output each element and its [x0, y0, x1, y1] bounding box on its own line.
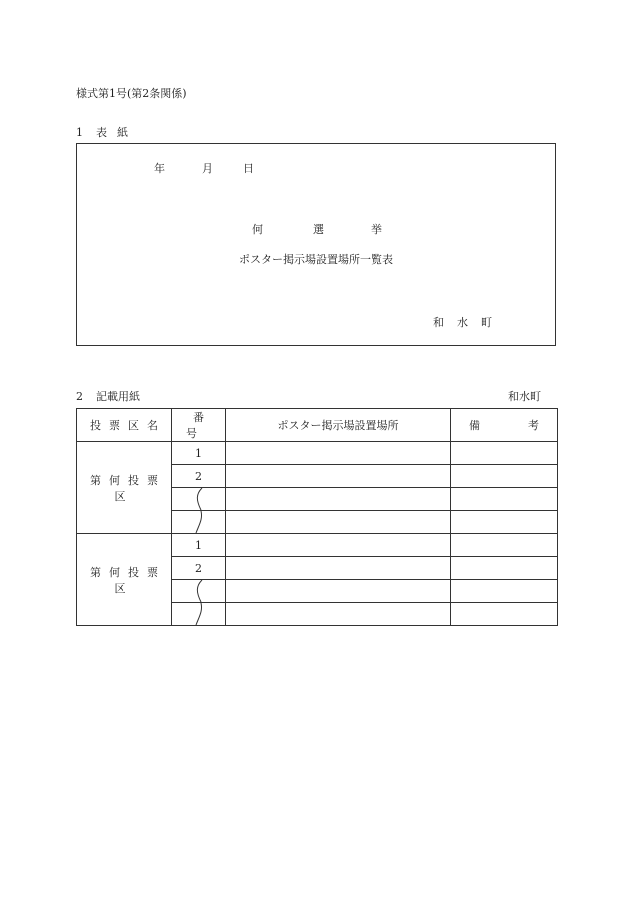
cover-election: [252, 221, 382, 237]
cover-date: [154, 160, 254, 176]
election-char-3: 挙: [371, 223, 382, 236]
header-location: ポスター掲示場設置場所: [226, 409, 451, 442]
remarks-cell[interactable]: [451, 534, 558, 557]
number-cell: 1: [172, 442, 226, 465]
date-day: 日: [243, 162, 254, 175]
continuation-mark-icon: [191, 488, 207, 510]
section-2-title: 記載用紙: [96, 390, 140, 403]
cover-subtitle: ポスター掲示場設置場所一覧表: [239, 253, 393, 266]
location-table: [76, 408, 558, 626]
remarks-cell[interactable]: [451, 511, 558, 534]
location-cell[interactable]: [226, 465, 451, 488]
form-label: 様式第1号(第2条関係): [76, 87, 187, 100]
section-1-heading: [76, 124, 138, 140]
section-2-heading: [76, 388, 140, 404]
table-row: [77, 442, 558, 465]
remarks-cell[interactable]: [451, 557, 558, 580]
header-remarks: 備 考: [451, 409, 558, 442]
cover-box: [76, 143, 556, 346]
remarks-cell[interactable]: [451, 580, 558, 603]
location-cell[interactable]: [226, 534, 451, 557]
cover-town: 和水町: [433, 316, 505, 329]
election-char-1: 何: [252, 223, 263, 236]
header-district: 投票区名: [77, 409, 172, 442]
location-cell[interactable]: [226, 488, 451, 511]
section-2-number: 2: [76, 390, 83, 403]
location-cell[interactable]: [226, 557, 451, 580]
header-number: 番号: [172, 409, 226, 442]
section-1-title: 表紙: [96, 126, 138, 139]
number-cell: 2: [172, 557, 226, 580]
continuation-mark-icon: [191, 603, 207, 625]
number-cell: [172, 511, 226, 534]
table-header-row: [77, 409, 558, 442]
section-2-town: 和水町: [508, 390, 541, 403]
continuation-mark-icon: [191, 511, 207, 533]
continuation-mark-icon: [191, 580, 207, 602]
number-cell: [172, 488, 226, 511]
election-char-2: 選: [313, 223, 324, 236]
number-cell: 2: [172, 465, 226, 488]
remarks-cell[interactable]: [451, 603, 558, 626]
date-month: 月: [202, 162, 213, 175]
district-cell: 第何投票区: [77, 442, 172, 534]
remarks-cell[interactable]: [451, 442, 558, 465]
location-cell[interactable]: [226, 442, 451, 465]
location-cell[interactable]: [226, 603, 451, 626]
district-cell: 第何投票区: [77, 534, 172, 626]
number-cell: [172, 580, 226, 603]
table-row: [77, 534, 558, 557]
number-cell: 1: [172, 534, 226, 557]
number-cell: [172, 603, 226, 626]
section-1-number: 1: [76, 126, 83, 139]
location-cell[interactable]: [226, 580, 451, 603]
remarks-cell[interactable]: [451, 488, 558, 511]
date-year: 年: [154, 162, 165, 175]
remarks-cell[interactable]: [451, 465, 558, 488]
location-cell[interactable]: [226, 511, 451, 534]
